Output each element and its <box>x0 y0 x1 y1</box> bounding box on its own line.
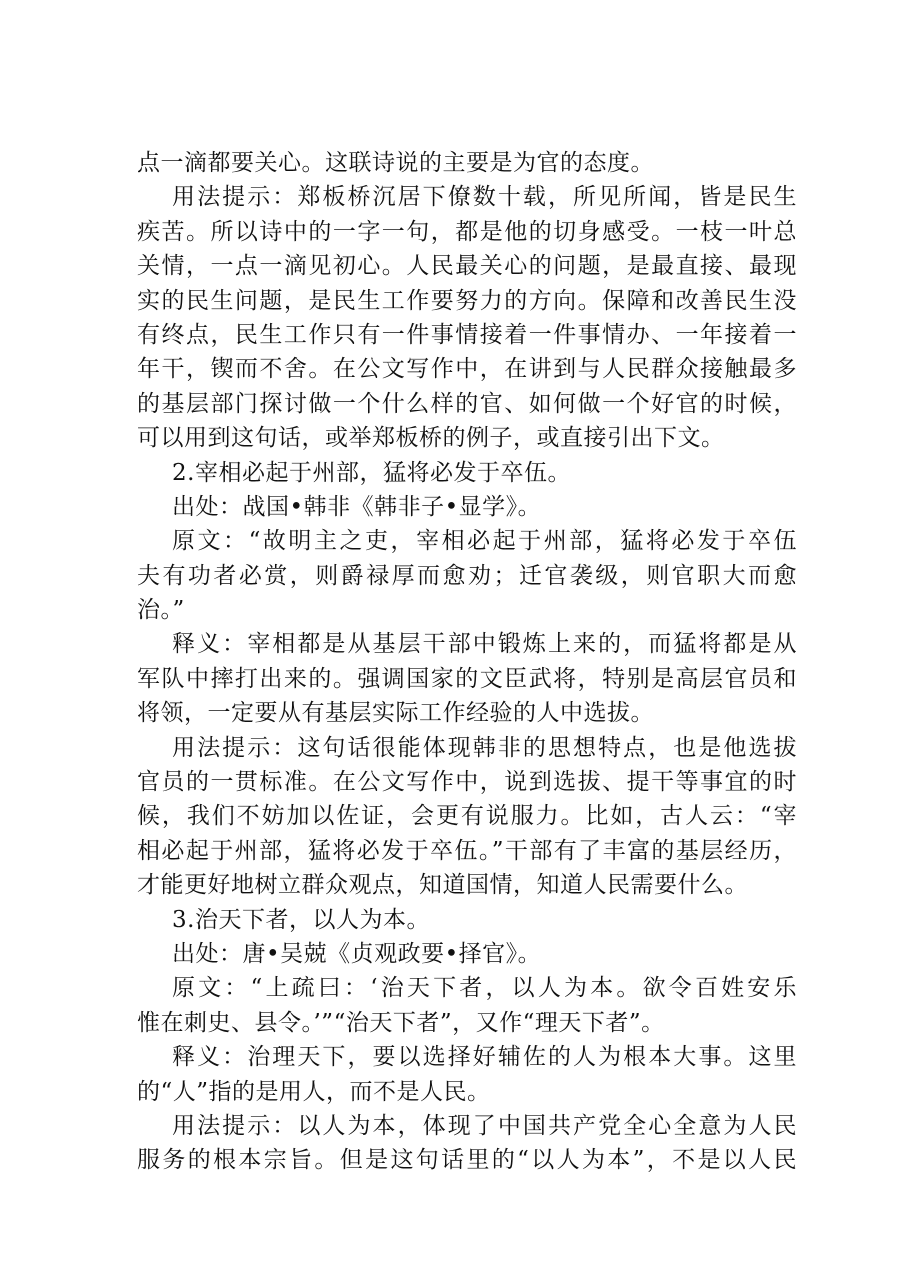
text-line: 释义：治理天下，要以选择好辅佐的人为根本大事。这里 <box>172 1044 797 1071</box>
text-line: 服务的根本宗旨。但是这句话里的“以人为本”，不是以人民 <box>137 1147 797 1174</box>
text-line: 点一滴都要关心。这联诗说的主要是为官的态度。 <box>137 150 654 176</box>
text-line: 夫有功者必赏，则爵禄厚而愈劝；迁官袭级，则官职大而愈 <box>137 562 797 589</box>
text-line: 有终点，民生工作只有一件事情接着一件事情办、一年接着一 <box>137 321 797 348</box>
text-line: 用法提示：郑板桥沉居下僚数十载，所见所闻，皆是民生 <box>172 184 797 211</box>
text-line: 治。” <box>137 597 185 624</box>
text-line: 原文：“故明主之吏，宰相必起于州部，猛将必发于卒伍 <box>172 528 797 555</box>
text-line: 的“人”指的是用人，而不是人民。 <box>137 1078 491 1105</box>
text-line: 疾苦。所以诗中的一字一句，都是他的切身感受。一枝一叶总 <box>137 218 797 245</box>
text-line: 才能更好地树立群众观点，知道国情，知道人民需要什么。 <box>137 872 748 899</box>
text-line: 军队中摔打出来的。强调国家的文臣武将，特别是高层官员和 <box>137 665 797 692</box>
document-body <box>137 146 797 1178</box>
text-line: 出处：战国•韩非《韩非子•显学》。 <box>172 493 542 520</box>
text-line: 实的民生问题，是民生工作要努力的方向。保障和改善民生没 <box>137 287 797 314</box>
text-line: 用法提示：这句话很能体现韩非的思想特点，也是他选拔 <box>172 734 797 761</box>
text-line: 原文：“上疏曰：‘治天下者，以人为本。欲令百姓安乐 <box>172 975 797 1002</box>
text-line: 用法提示：以人为本，体现了中国共产党全心全意为人民 <box>172 1112 797 1139</box>
text-line: 关情，一点一滴见初心。人民最关心的问题，是最直接、最现 <box>137 253 797 280</box>
text-line: 将领，一定要从有基层实际工作经验的人中选拔。 <box>137 700 654 727</box>
text-line: 年干，锲而不舍。在公文写作中，在讲到与人民群众接触最多 <box>137 356 797 383</box>
text-line: 官员的一贯标准。在公文写作中，说到选拔、提干等事宜的时 <box>137 769 797 796</box>
text-line: 3.治天下者，以人为本。 <box>172 906 430 933</box>
text-line: 2.宰相必起于州部，猛将必发于卒伍。 <box>172 459 571 486</box>
text-line: 相必起于州部，猛将必发于卒伍。”干部有了丰富的基层经历， <box>137 837 797 864</box>
text-line: 可以用到这句话，或举郑板桥的例子，或直接引出下文。 <box>137 425 725 452</box>
text-line: 释义：宰相都是从基层干部中锻炼上来的，而猛将都是从 <box>172 631 797 658</box>
text-line: 出处：唐•吴兢《贞观政要•择官》。 <box>172 940 542 967</box>
text-line: 的基层部门探讨做一个什么样的官、如何做一个好官的时候， <box>137 390 797 417</box>
text-line: 惟在刺史、县令。’”“治天下者”，又作“理天下者”。 <box>137 1009 665 1036</box>
text-line: 候，我们不妨加以佐证，会更有说服力。比如，古人云：“宰 <box>137 803 797 830</box>
